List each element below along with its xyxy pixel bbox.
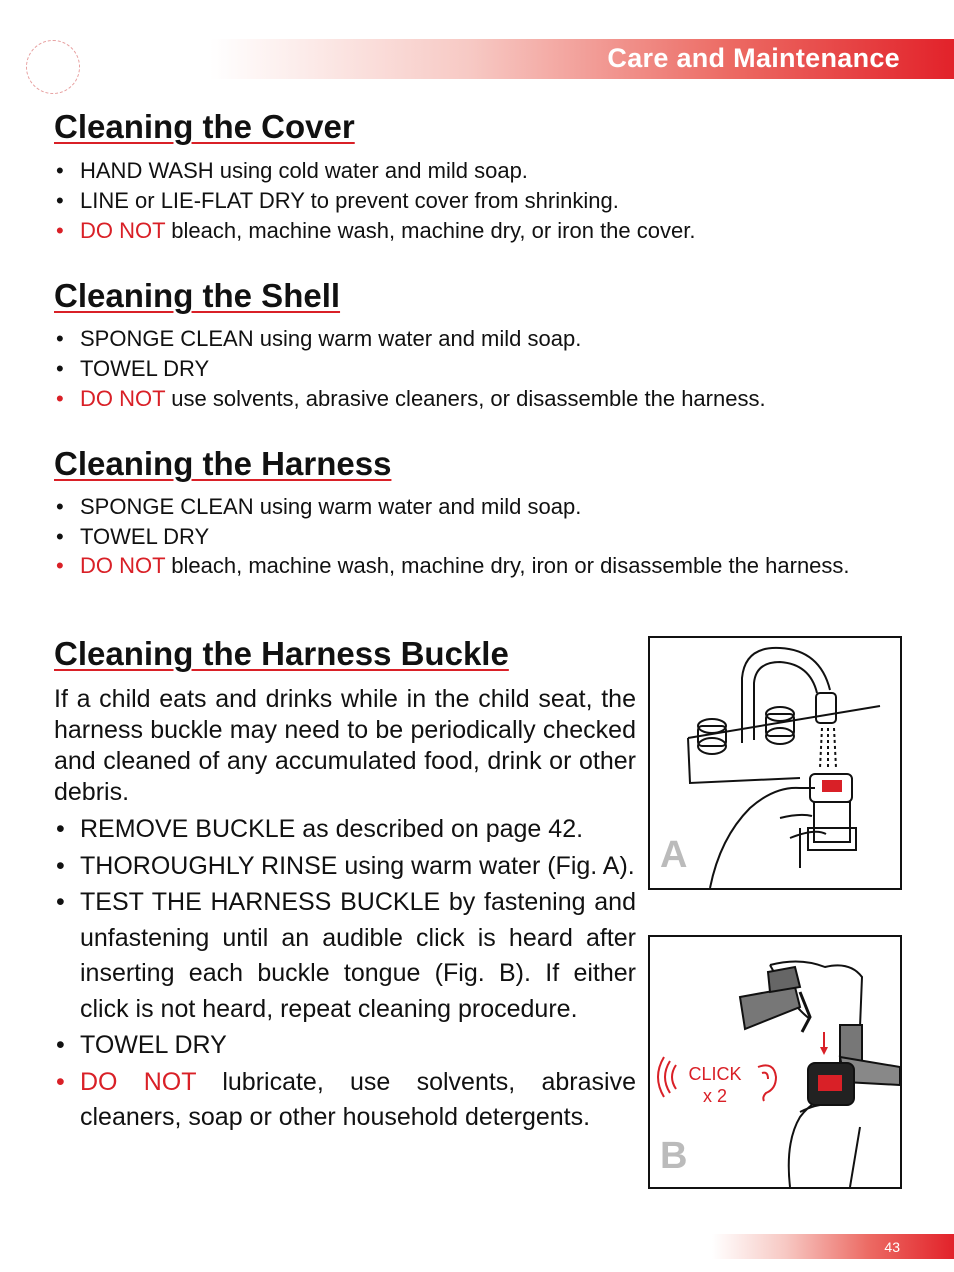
corner-decoration	[26, 40, 80, 94]
heading-cleaning-shell: Cleaning the Shell	[54, 277, 341, 314]
list-item: • DO NOT lubricate, use solvents, abrasive cleaners, soap or other household detergents.	[56, 1067, 636, 1131]
list-item: • TOWEL DRY	[56, 524, 210, 549]
do-not-label: DO NOT	[80, 553, 166, 578]
heading-cleaning-buckle: Cleaning the Harness Buckle	[54, 635, 509, 672]
figure-b-test-buckle	[648, 935, 902, 1189]
list-item: • TOWEL DRY	[56, 356, 210, 381]
figure-b-label: B	[660, 1135, 688, 1177]
list-item: • THOROUGHLY RINSE using warm water (Fig. A).	[56, 851, 635, 880]
do-not-label: DO NOT	[80, 1067, 197, 1096]
list-item: • SPONGE CLEAN using warm water and mild soap.	[56, 494, 582, 519]
list-item: • TOWEL DRY	[56, 1031, 227, 1059]
buckle-intro-paragraph: If a child eats and drinks while in the child seat, the harness buckle may need to be periodically checked and cleaned of any accumulated food, drink or other debris.	[54, 685, 636, 806]
list-item: • REMOVE BUCKLE as described on page 42.	[56, 815, 584, 843]
buckle-test-illustration	[650, 937, 900, 1187]
list-item: • DO NOT use solvents, abrasive cleaners, or disassemble the harness.	[56, 386, 766, 411]
figure-a-rinse-buckle	[648, 636, 902, 890]
click-indicator	[684, 1063, 746, 1107]
do-not-label: DO NOT	[80, 386, 166, 411]
heading-cleaning-cover: Cleaning the Cover	[54, 108, 355, 145]
harness-list	[54, 492, 900, 580]
page-section-title: Care and Maintenance	[607, 43, 900, 73]
list-item: • DO NOT bleach, machine wash, machine dry, or iron the cover.	[56, 218, 696, 243]
click-label: CLICK	[688, 1064, 742, 1084]
click-count: x 2	[702, 1086, 727, 1106]
list-item: • DO NOT bleach, machine wash, machine dry, iron or disassemble the harness.	[56, 553, 850, 578]
do-not-label: DO NOT	[80, 218, 166, 243]
list-item: • TEST THE HARNESS BUCKLE by fastening and unfastening until an audible click is heard after inserting each buckle tongue (Fig. B). If either click is not heard, repeat cleaning procedure.	[56, 888, 636, 1023]
buckle-list	[54, 812, 636, 1136]
footer-band	[712, 1234, 954, 1259]
heading-cleaning-harness: Cleaning the Harness	[54, 445, 392, 482]
list-item: • HAND WASH using cold water and mild soap.	[56, 158, 528, 183]
figure-a-label: A	[660, 834, 688, 876]
faucet-illustration	[650, 638, 900, 888]
header-band	[210, 39, 954, 79]
page-number: 43	[884, 1239, 900, 1255]
shell-list	[54, 324, 900, 414]
list-item: • SPONGE CLEAN using warm water and mild soap.	[56, 326, 582, 351]
cover-list	[54, 156, 900, 246]
list-item: • LINE or LIE-FLAT DRY to prevent cover from shrinking.	[56, 188, 619, 213]
